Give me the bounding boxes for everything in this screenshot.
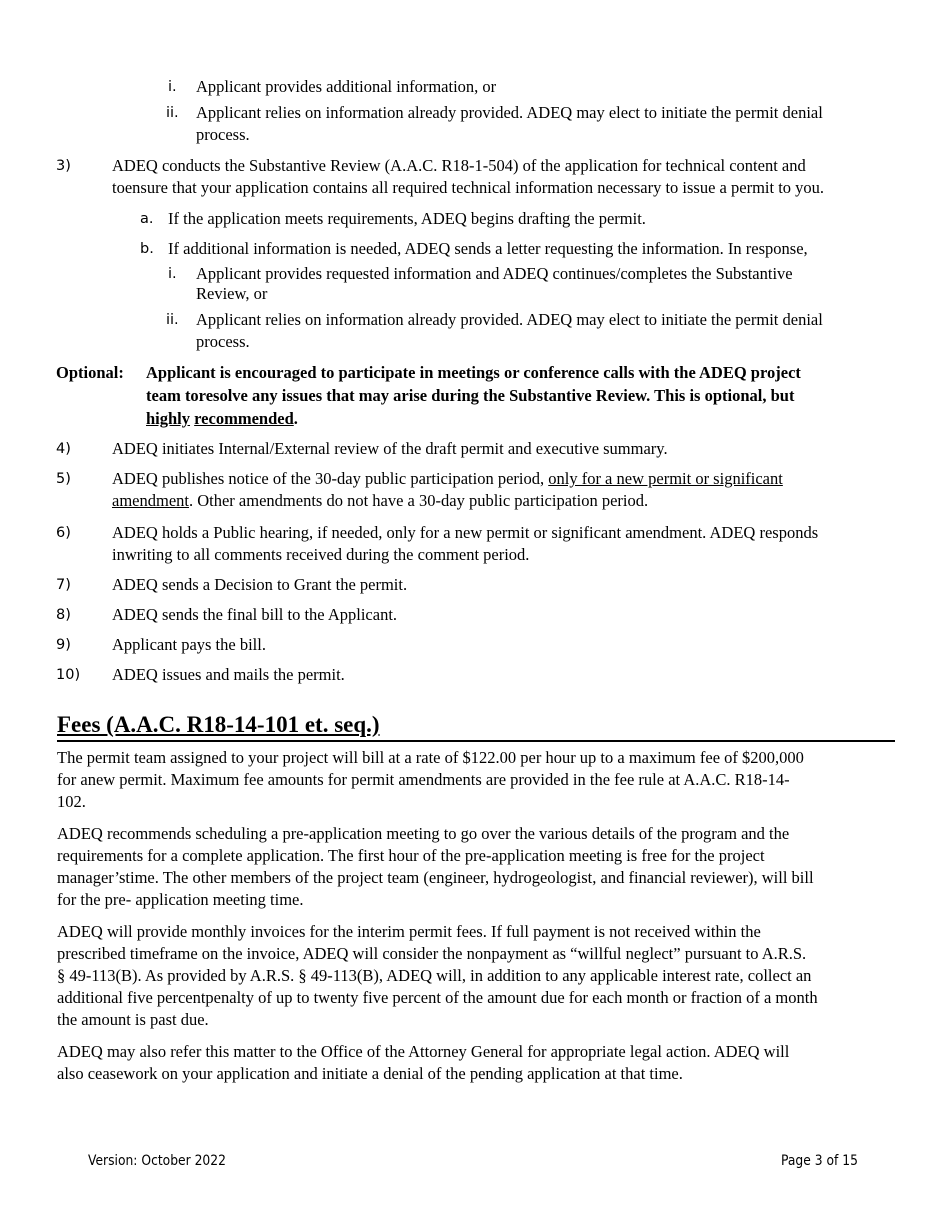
optional-text: team toresolve any issues that may arise during the Substantive Review. This is optional, but: [146, 386, 795, 405]
optional-period: .: [293, 409, 298, 428]
step-text-underlined: only for a new permit or significant: [548, 469, 783, 488]
step-text: ADEQ sends the final bill to the Applicant.: [112, 605, 398, 624]
step-text: [112, 468, 783, 490]
fees-paragraph-line: ADEQ will provide monthly invoices for the interim permit fees. If full payment is not received within the: [57, 922, 761, 941]
list-marker: b.: [140, 241, 154, 257]
step-marker: 4): [56, 441, 71, 457]
step-marker: 10): [56, 667, 81, 683]
optional-label: Optional:: [56, 363, 124, 382]
step-text-underlined: amendment: [112, 491, 189, 510]
step-text: ADEQ issues and mails the permit.: [112, 665, 345, 684]
list-marker: a.: [140, 211, 154, 227]
step-marker: 6): [56, 525, 71, 541]
fees-paragraph-line: ADEQ recommends scheduling a pre-application meeting to go over the various details of the program and the: [57, 824, 790, 843]
footer-page-number: Page 3 of 15: [781, 1153, 858, 1169]
fees-paragraph-line: § 49-113(B). As provided by A.R.S. § 49-113(B), ADEQ will, in addition to any applicable interest rate, collect an: [57, 966, 812, 985]
list-item-text: Review, or: [196, 284, 268, 303]
list-marker: i.: [168, 79, 177, 95]
fees-paragraph-line: also ceasework on your application and initiate a denial of the pending application at that time.: [57, 1064, 683, 1083]
step-text: ADEQ initiates Internal/External review of the draft permit and executive summary.: [112, 439, 668, 458]
fees-paragraph-line: ADEQ may also refer this matter to the Office of the Attorney General for appropriate legal action. ADEQ will: [57, 1042, 790, 1061]
step-marker: 3): [56, 158, 71, 174]
optional-emphasis: recommended: [194, 409, 294, 428]
fees-paragraph-line: requirements for a complete application. The first hour of the pre-application meeting is free for the project: [57, 846, 765, 865]
step-text: [112, 490, 648, 512]
list-item-text: If additional information is needed, ADEQ sends a letter requesting the information. In response,: [168, 239, 808, 258]
step-text: ADEQ conducts the Substantive Review (A.A.C. R18-1-504) of the application for technical content and: [112, 156, 806, 175]
fees-paragraph-line: The permit team assigned to your project will bill at a rate of $122.00 per hour up to a maximum fee of $200,000: [57, 748, 804, 767]
fees-paragraph-line: 102.: [57, 792, 86, 811]
section-heading-text: Fees (A.A.C. R18-14-101 et. seq.): [57, 712, 380, 737]
fees-paragraph-line: manager’stime. The other members of the project team (engineer, hydrogeologist, and financial reviewer), will bill: [57, 868, 814, 887]
step-text: ADEQ sends a Decision to Grant the permit.: [112, 575, 408, 594]
step-text: inwriting to all comments received during the comment period.: [112, 545, 530, 564]
list-item-text: process.: [196, 332, 250, 351]
step-text-part: . Other amendments do not have a 30-day public participation period.: [188, 491, 649, 510]
step-text: ADEQ holds a Public hearing, if needed, only for a new permit or significant amendment. ADEQ responds: [112, 523, 819, 542]
step-marker: 7): [56, 577, 71, 593]
list-marker: i.: [168, 266, 177, 282]
optional-text: Applicant is encouraged to participate in meetings or conference calls with the ADEQ project: [146, 363, 801, 382]
list-item-text: Applicant relies on information already provided. ADEQ may elect to initiate the permit denial: [196, 103, 823, 122]
step-marker: 9): [56, 637, 71, 653]
optional-emphasis: highly: [146, 409, 191, 428]
fees-paragraph-line: additional five percentpenalty of up to twenty five percent of the amount due for each month or fraction of a month: [57, 988, 818, 1007]
optional-text: [146, 408, 298, 430]
fees-paragraph-line: for the pre- application meeting time.: [57, 890, 304, 909]
list-marker: ii.: [166, 312, 179, 328]
fees-paragraph-line: prescribed timeframe on the invoice, ADEQ will consider the nonpayment as “willful neglect” pursuant to A.R.S.: [57, 944, 807, 963]
fees-paragraph-line: the amount is past due.: [57, 1010, 209, 1029]
list-item-text: Applicant provides requested information and ADEQ continues/completes the Substantive: [196, 264, 793, 283]
list-item-text: Applicant provides additional information, or: [196, 77, 497, 96]
section-heading-fees: [57, 710, 895, 742]
step-text: toensure that your application contains all required technical information necessary to issue a permit to you.: [112, 178, 825, 197]
fees-paragraph-line: for anew permit. Maximum fee amounts for permit amendments are provided in the fee rule at A.A.C. R18-14-: [57, 770, 790, 789]
list-item-text: process.: [196, 125, 250, 144]
step-marker: 8): [56, 607, 71, 623]
list-item-text: If the application meets requirements, ADEQ begins drafting the permit.: [168, 209, 646, 228]
list-marker: ii.: [166, 105, 179, 121]
footer-version: Version: October 2022: [88, 1153, 226, 1169]
step-text: Applicant pays the bill.: [112, 635, 266, 654]
list-item-text: Applicant relies on information already provided. ADEQ may elect to initiate the permit denial: [196, 310, 823, 329]
step-text-part: ADEQ publishes notice of the 30-day public participation period,: [112, 469, 549, 488]
step-marker: 5): [56, 471, 71, 487]
